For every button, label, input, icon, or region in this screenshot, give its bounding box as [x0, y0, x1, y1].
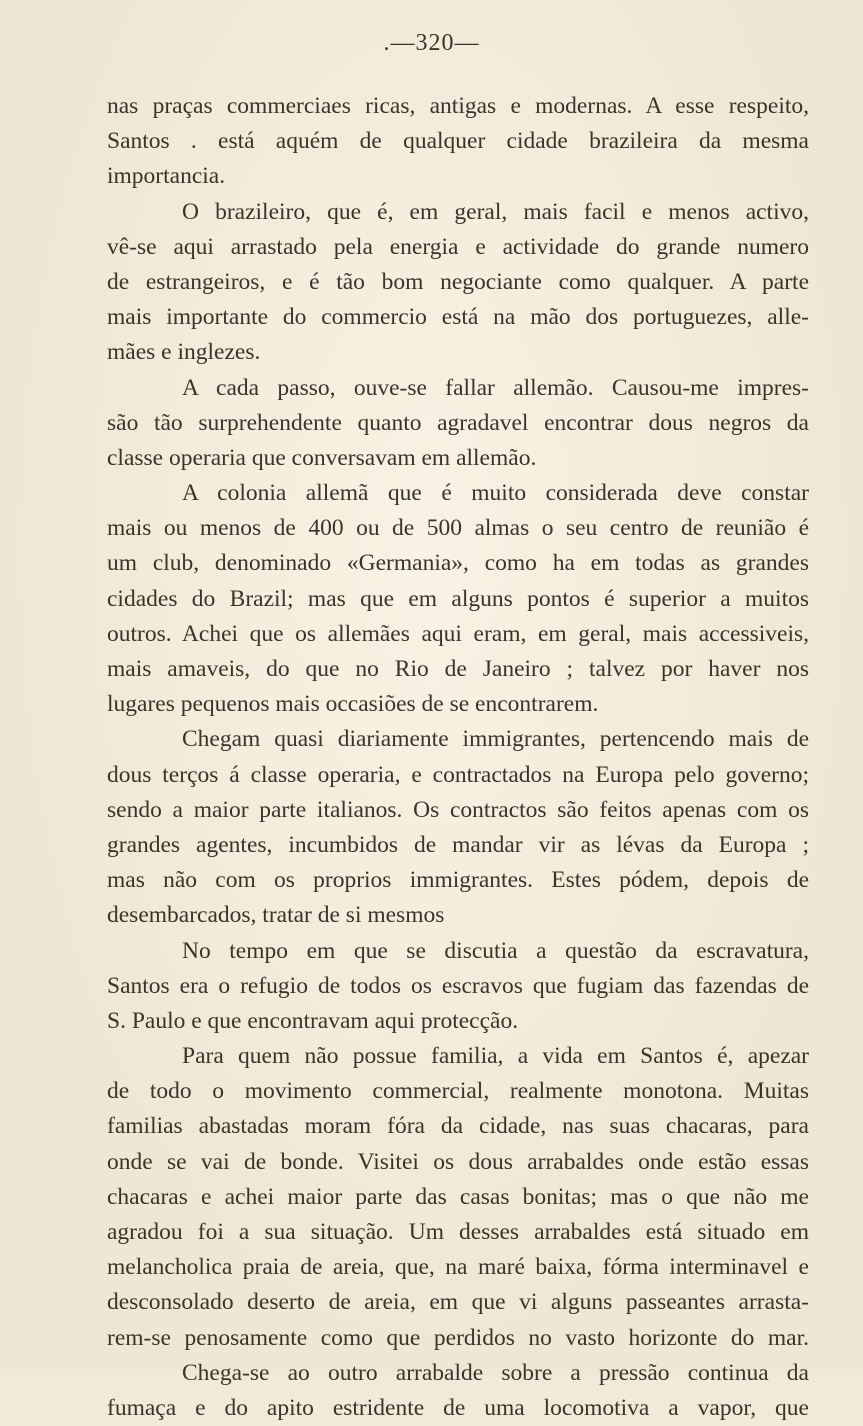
text-line: importancia.: [107, 163, 226, 190]
text-line: cidades do Brazil; mas que em alguns pontos é superior a muitos: [107, 585, 809, 612]
page-number: .—320—: [383, 30, 480, 56]
text-line: sendo a maior parte italianos. Os contractos são feitos apenas com os: [107, 796, 809, 823]
text-line: classe operaria que conversavam em allemão.: [107, 444, 537, 471]
text-line: mas não com os proprios immigrantes. Estes pódem, depois de: [107, 867, 809, 894]
text-line: familias abastadas moram fóra da cidade, nas suas chacaras, para: [107, 1113, 809, 1140]
text-line: S. Paulo e que encontravam aqui protecção.: [107, 1007, 519, 1034]
text-line: de estrangeiros, e é tão bom negociante como qualquer. A parte: [107, 268, 809, 295]
text-line: são tão surprehendente quanto agradavel encontrar dous negros da: [107, 409, 809, 436]
paragraph-start-line: A colonia allemã que é muito considerada deve constar: [182, 480, 809, 507]
paragraph-start-line: Chega-se ao outro arrabalde sobre a pressão continua da: [182, 1359, 809, 1386]
text-line: mães e inglezes.: [107, 339, 261, 366]
text-line: lugares pequenos mais occasiões de se encontrarem.: [107, 691, 599, 718]
text-line: onde se vai de bonde. Visitei os dous arrabaldes onde estão essas: [107, 1148, 809, 1175]
text-line: mais importante do commercio está na mão dos portuguezes, alle-: [107, 304, 809, 331]
text-line: mais amaveis, do que no Rio de Janeiro ; talvez por haver nos: [107, 656, 809, 682]
text-line: rem-se penosamente como que perdidos no vasto horizonte do mar.: [107, 1324, 809, 1351]
paragraph-start-line: Chegam quasi diariamente immigrantes, pertencendo mais de: [182, 726, 809, 753]
text-line: grandes agentes, incumbidos de mandar vir as lévas da Europa ;: [107, 831, 809, 858]
text-line: desembarcados, tratar de si mesmos: [107, 902, 445, 929]
text-line: Santos . está aquém de qualquer cidade brazileira da mesma: [107, 128, 809, 155]
paragraph-start-line: Para quem não possue familia, a vida em Santos é, apezar: [182, 1043, 809, 1070]
text-line: melancholica praia de areia, que, na maré baixa, fórma interminavel e: [107, 1254, 809, 1281]
text-line: chacaras e achei maior parte das casas bonitas; mas o que não me: [107, 1183, 809, 1210]
paragraph-start-line: O brazileiro, que é, em geral, mais facil e menos activo,: [182, 198, 809, 225]
text-line: nas praças commerciaes ricas, antigas e modernas. A esse respeito,: [107, 93, 809, 119]
text-line: agradou foi a sua situação. Um desses arrabaldes está situado em: [107, 1219, 809, 1245]
text-line: dous terços á classe operaria, e contractados na Europa pelo governo;: [107, 761, 809, 788]
text-line: vê-se aqui arrastado pela energia e actividade do grande numero: [107, 233, 809, 260]
text-line: outros. Achei que os allemães aqui eram, em geral, mais accessiveis,: [107, 620, 809, 647]
text-line: fumaça e do apito estridente de uma locomotiva a vapor, que: [107, 1394, 809, 1421]
text-line: Santos era o refugio de todos os escravos que fugiam das fazendas de: [107, 972, 809, 999]
text-line: um club, denominado «Germania», como ha em todas as grandes: [107, 550, 809, 577]
body-text: [107, 89, 809, 1426]
paragraph-start-line: A cada passo, ouve-se fallar allemão. Causou-me impres-: [182, 374, 809, 401]
text-line: mais ou menos de 400 ou de 500 almas o seu centro de reunião é: [107, 515, 809, 542]
text-line: de todo o movimento commercial, realmente monotona. Muitas: [107, 1078, 809, 1105]
paragraph-start-line: No tempo em que se discutia a questão da escravatura,: [182, 937, 809, 964]
text-line: desconsolado deserto de areia, em que vi alguns passeantes arrasta-: [107, 1289, 809, 1316]
